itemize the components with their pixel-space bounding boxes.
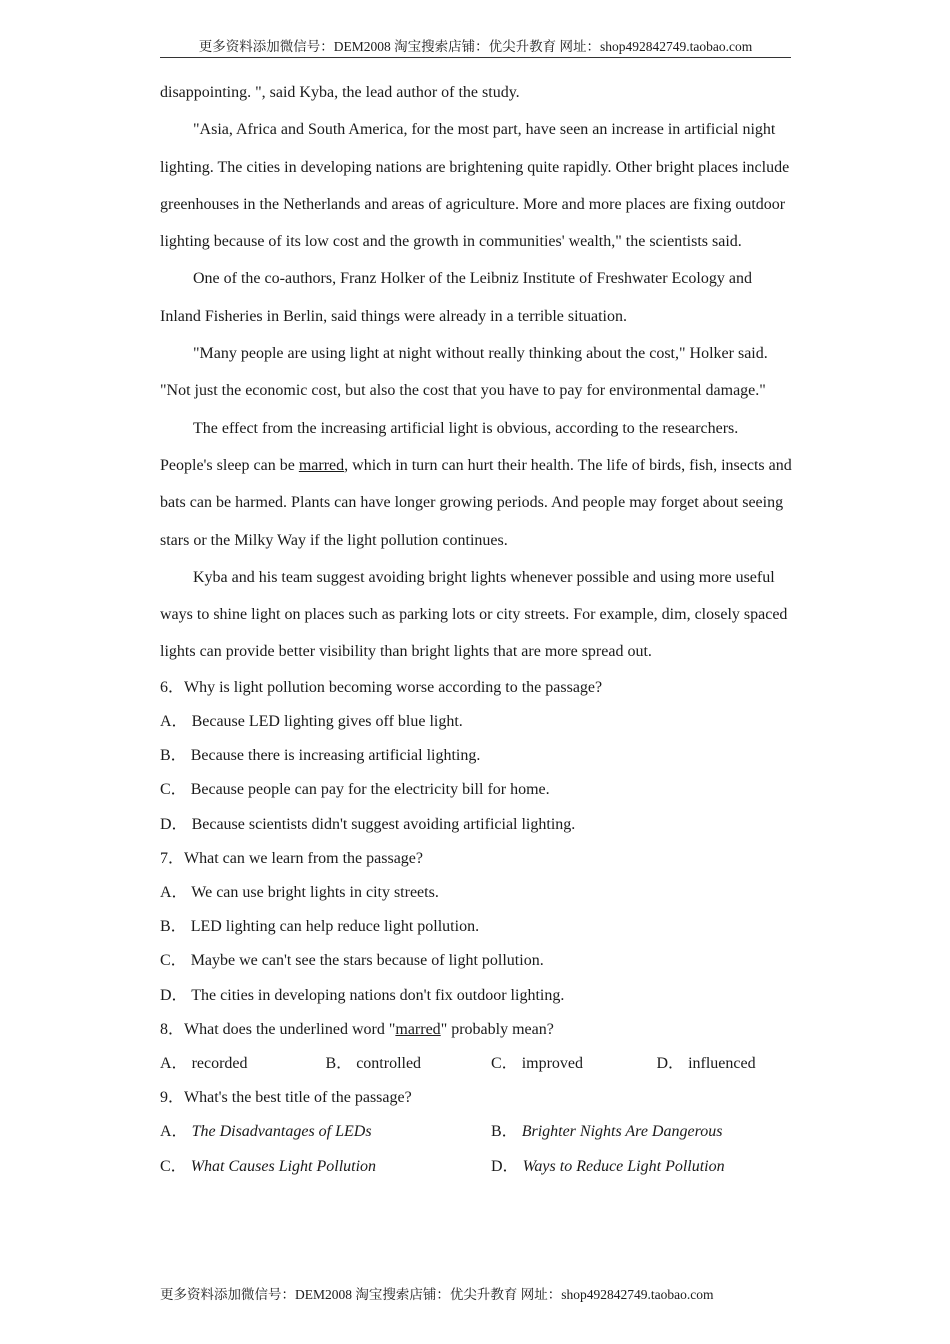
passage-paragraph-3: "Many people are using light at night without really thinking about the cost," Holker said. "Not just the economic cost, but also the cost that you have to pay for environmental damage." — [160, 345, 768, 400]
question-6-option-b: B． Because there is increasing artificial lighting. — [160, 747, 481, 765]
question-9-stem: 9．What's the best title of the passage? — [160, 1089, 412, 1107]
passage-paragraph-2: One of the co-authors, Franz Holker of the Leibniz Institute of Freshwater Ecology and Inland Fisheries in Berlin, said things were already in a terrible situation. — [160, 270, 752, 325]
question-9-option-a: A． The Disadvantages of LEDs — [160, 1123, 372, 1141]
question-9-option-c: C． What Causes Light Pollution — [160, 1157, 377, 1175]
passage-paragraph-5: Kyba and his team suggest avoiding bright lights whenever possible and using more useful ways to shine light on places such as parking lots or city streets. For example, dim, closely spaced lights can provide better visibility than bright lights that are more spread out. — [160, 568, 788, 661]
passage-paragraph-0: disappointing. ", said Kyba, the lead author of the study. — [160, 84, 520, 101]
question-7-option-b: B． LED lighting can help reduce light pollution. — [160, 918, 480, 936]
question-8-options — [160, 1047, 792, 1081]
question-6-option-d: D． Because scientists didn't suggest avoiding artificial lighting. — [160, 815, 576, 833]
question-6-option-c: C． Because people can pay for the electricity bill for home. — [160, 781, 550, 799]
passage-paragraph-1: "Asia, Africa and South America, for the most part, have seen an increase in artificial night lighting. The cities in developing nations are brightening quite rapidly. Other bright places include greenhouses in the Netherlands and areas of agriculture. More and more places are fixing outdoor lighting because of its low cost and the growth in communities' wealth," the scientists said. — [160, 121, 790, 251]
question-6-stem: 6．Why is light pollution becoming worse according to the passage? — [160, 678, 603, 696]
paragraph-4-text-a: The effect from the increasing artificial light is obvious, according to the researchers. People's sleep can be — [160, 419, 739, 474]
paragraph-4-text-b: , which in turn can hurt their health. The life of birds, fish, insects and bats can be harmed. Plants can have longer growing periods. And people may forget about seeing stars or the Milky Way if the light pollution continues. — [160, 456, 792, 549]
question-7-stem: 7．What can we learn from the passage? — [160, 849, 423, 867]
question-9-option-b: B． Brighter Nights Are Dangerous — [491, 1123, 723, 1141]
question-7-option-d: D． The cities in developing nations don't fix outdoor lighting. — [160, 986, 565, 1004]
underlined-word-ref: marred — [395, 1020, 441, 1038]
question-8-option-d: D． influenced — [656, 1054, 756, 1072]
question-6-option-a: A． Because LED lighting gives off blue light. — [160, 712, 463, 730]
question-8-stem: 8．What does the underlined word "marred" probably mean? — [160, 1020, 554, 1038]
document-body — [160, 74, 792, 1184]
question-8-option-a: A． recorded — [160, 1054, 248, 1072]
page-header: 更多资料添加微信号：DEM2008 淘宝搜索店铺：优尖升教育 网址：shop492842749.taobao.com — [160, 38, 791, 58]
question-9-options — [160, 1115, 792, 1183]
page-footer: 更多资料添加微信号：DEM2008 淘宝搜索店铺：优尖升教育 网址：shop492842749.taobao.com — [160, 1287, 714, 1302]
question-8-option-b: B． controlled — [325, 1054, 422, 1072]
question-7-option-c: C． Maybe we can't see the stars because of light pollution. — [160, 952, 544, 970]
question-9-option-d: D． Ways to Reduce Light Pollution — [491, 1157, 725, 1175]
underlined-word: marred — [298, 456, 345, 474]
question-7-option-a: A． We can use bright lights in city streets. — [160, 883, 439, 901]
question-8-option-c: C． improved — [491, 1054, 584, 1072]
passage-paragraph-4 — [160, 410, 792, 559]
